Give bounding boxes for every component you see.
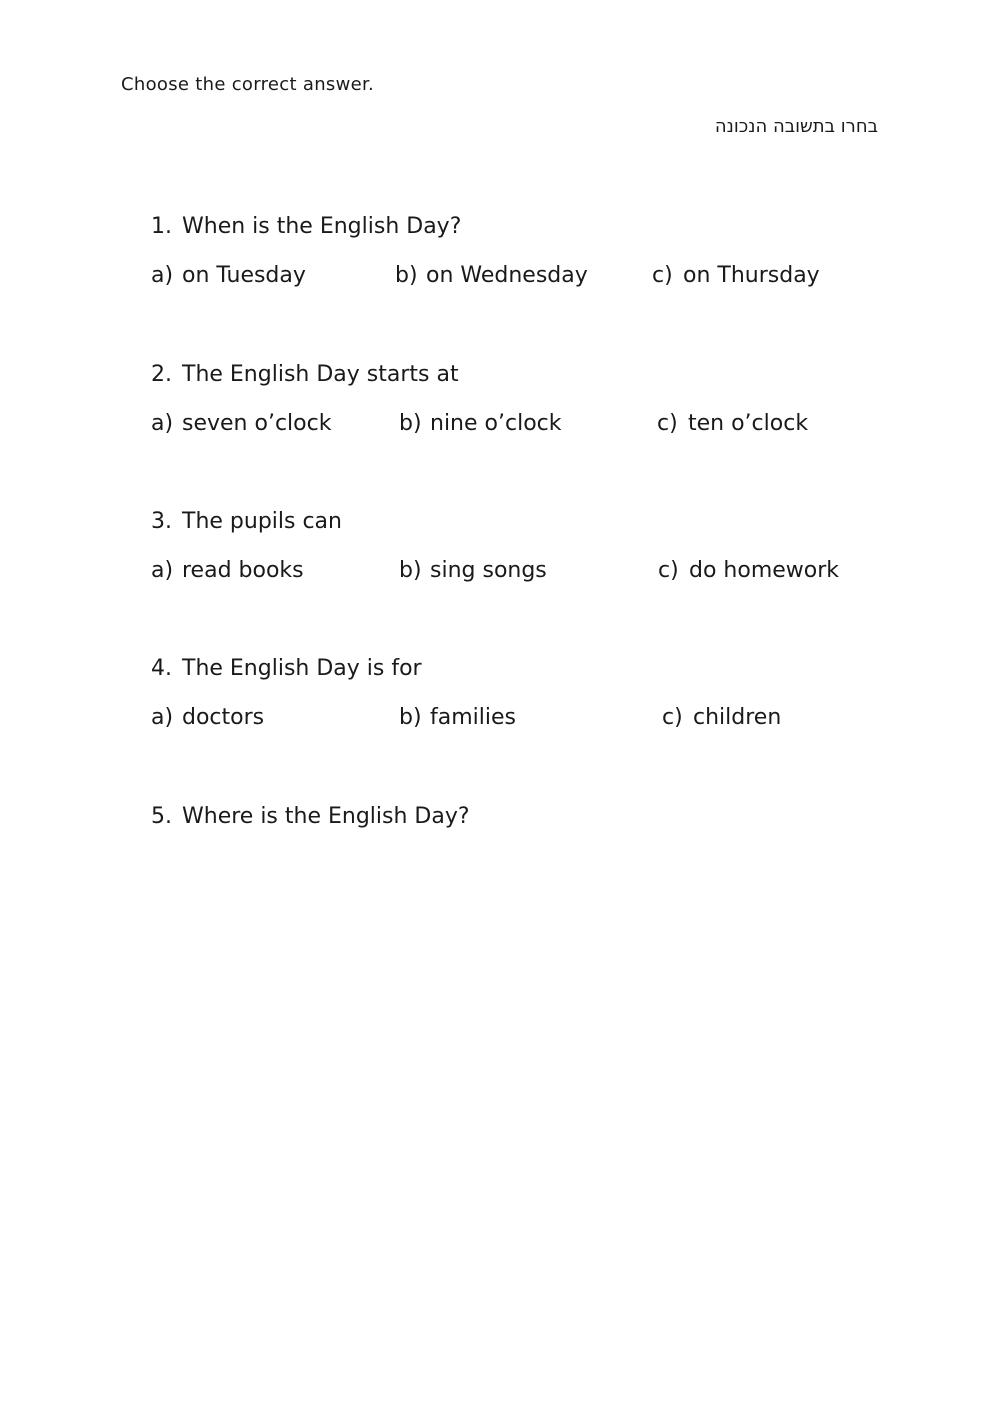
answer-options: [151, 703, 911, 733]
option-letter: c): [662, 705, 683, 730]
question-5: [151, 802, 911, 832]
option-text: doctors: [182, 705, 265, 730]
option-letter: b): [399, 411, 422, 436]
question-text: [151, 654, 911, 684]
question-label: The English Day starts at: [182, 362, 459, 387]
option-letter: c): [652, 263, 673, 288]
option-b[interactable]: [399, 556, 547, 586]
question-4: [151, 654, 911, 733]
question-number: 3.: [151, 509, 172, 534]
option-a[interactable]: [151, 261, 306, 291]
option-text: sing songs: [430, 558, 547, 583]
option-text: do homework: [689, 558, 840, 583]
option-text: on Tuesday: [182, 263, 306, 288]
option-text: on Thursday: [683, 263, 820, 288]
question-number: 5.: [151, 804, 172, 829]
option-c[interactable]: [657, 409, 808, 439]
option-text: seven o’clock: [182, 411, 332, 436]
question-text: [151, 802, 911, 832]
question-label: The pupils can: [182, 509, 342, 534]
question-number: 4.: [151, 656, 172, 681]
instruction-english: Choose the correct answer.: [121, 74, 375, 95]
option-a[interactable]: [151, 703, 264, 733]
option-c[interactable]: [652, 261, 820, 291]
option-b[interactable]: [399, 703, 516, 733]
option-text: ten o’clock: [688, 411, 809, 436]
question-text: [151, 212, 911, 242]
option-text: on Wednesday: [426, 263, 588, 288]
question-label: When is the English Day?: [182, 214, 462, 239]
option-letter: a): [151, 558, 174, 583]
option-letter: b): [399, 558, 422, 583]
option-a[interactable]: [151, 556, 304, 586]
option-text: read books: [182, 558, 304, 583]
option-text: families: [430, 705, 516, 730]
option-letter: b): [399, 705, 422, 730]
question-3: [151, 507, 911, 586]
question-number: 2.: [151, 362, 172, 387]
option-letter: c): [658, 558, 679, 583]
question-text: [151, 360, 911, 390]
question-2: [151, 360, 911, 439]
option-letter: b): [395, 263, 418, 288]
option-b[interactable]: [399, 409, 561, 439]
answer-options: [151, 261, 911, 291]
option-text: nine o’clock: [430, 411, 562, 436]
question-1: [151, 212, 911, 291]
instruction-hebrew: בחרו בתשובה הנכונה: [714, 116, 878, 137]
option-letter: a): [151, 263, 174, 288]
option-letter: a): [151, 705, 174, 730]
option-letter: c): [657, 411, 678, 436]
answer-options: [151, 409, 911, 439]
option-c[interactable]: [658, 556, 839, 586]
question-number: 1.: [151, 214, 172, 239]
question-label: The English Day is for: [182, 656, 422, 681]
option-a[interactable]: [151, 409, 331, 439]
question-text: [151, 507, 911, 537]
option-text: children: [693, 705, 782, 730]
answer-options: [151, 556, 911, 586]
option-letter: a): [151, 411, 174, 436]
option-c[interactable]: [662, 703, 781, 733]
option-b[interactable]: [395, 261, 588, 291]
question-label: Where is the English Day?: [182, 804, 470, 829]
